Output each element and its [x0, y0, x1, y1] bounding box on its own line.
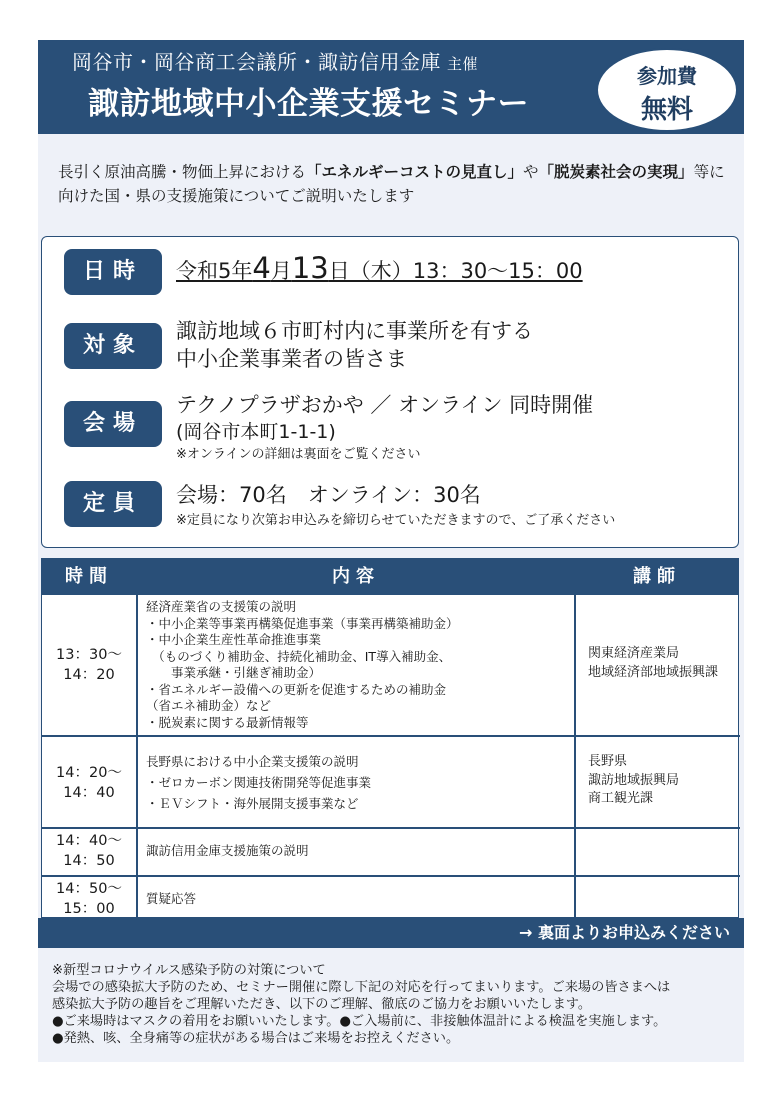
speaker-line: 長野県	[588, 754, 628, 769]
time-end: 14：50	[63, 853, 115, 869]
row-divider	[42, 875, 740, 877]
column-divider	[574, 559, 576, 919]
content-line: （ものづくり補助金、持続化補助金、IT導入補助金、	[146, 648, 452, 664]
header-content: 内容	[138, 559, 574, 595]
badge-value: 無料	[640, 95, 693, 125]
badge-label: 参加費	[637, 64, 697, 88]
covid-line: 会場での感染拡大予防のため、セミナー開催に際し下記の対応を行ってまいります。ご来場の皆さまへは	[52, 980, 671, 995]
organizers	[72, 46, 478, 75]
venue-label: 会場	[64, 401, 162, 447]
intro-bold2: 「脱炭素社会の実現」	[538, 163, 694, 181]
capacity-note: ※定員になり次第お申込みを締切らせていただきますので、ご了承ください	[176, 513, 616, 528]
organizers-names: 岡谷市・岡谷商工会議所・諏訪信用金庫	[72, 50, 441, 74]
covid-line: ●ご来場時はマスクの着用をお願いいたします。●ご入場前に、非接触体温計による検温を実施します。	[52, 1014, 667, 1029]
schedule-table	[41, 558, 739, 918]
arrow-right-icon: →	[518, 923, 533, 942]
venue-line1: テクノプラザおかや ／ オンライン 同時開催	[176, 393, 594, 417]
intro-part1: 長引く原油高騰・物価上昇における	[58, 163, 307, 181]
date-rest: 日（木）13：30〜15：00	[328, 259, 583, 283]
time-start: 14：50〜	[56, 881, 122, 897]
content-line: ・省エネルギー設備への更新を促進するための補助金	[146, 681, 447, 697]
speaker-line: 地域経済部地域振興課	[588, 664, 719, 680]
header-speaker: 講師	[576, 559, 738, 595]
row-divider	[42, 827, 740, 829]
seminar-title: 諏訪地域中小企業支援セミナー	[88, 86, 529, 122]
event-info-box	[41, 236, 739, 548]
content-line: ・ＥＶシフト・海外展開支援事業など	[146, 796, 359, 811]
table-row-content	[146, 843, 572, 860]
speaker-line: 商工観光課	[588, 791, 654, 806]
date-month: 4	[252, 251, 271, 285]
flyer-page	[38, 40, 744, 1062]
content-line: ・ゼロカーボン関連技術開発等促進事業	[146, 775, 372, 790]
capacity-value: 会場：70名 オンライン：30名	[176, 483, 481, 507]
table-row-time	[42, 879, 136, 919]
time-start: 14：40〜	[56, 833, 122, 849]
date-day: 13	[291, 251, 329, 285]
date-label: 日時	[64, 249, 162, 295]
covid-line: ●発熱、咳、全身痛等の症状がある場合はご来場をお控えください。	[52, 1031, 460, 1046]
intro-bold1: 「エネルギーコストの見直し」	[306, 163, 524, 181]
apply-on-back-banner	[38, 918, 744, 948]
table-row-time	[42, 763, 136, 803]
content-line: ・脱炭素に関する最新情報等	[146, 714, 309, 730]
header-banner	[38, 40, 744, 134]
covid-line: ※新型コロナウイルス感染予防の対策について	[52, 963, 326, 978]
time-start: 14：20〜	[56, 765, 122, 781]
speaker-line: 諏訪地域振興局	[588, 772, 680, 788]
column-divider	[136, 559, 138, 919]
venue-address: (岡谷市本町1-1-1)	[176, 421, 336, 443]
target-label: 対象	[64, 323, 162, 369]
cta-rest: よりお申込みください	[569, 923, 730, 942]
covid-line: 感染拡大予防の趣旨をご理解いただき、以下のご理解、徹底のご協力をお願いいたします。	[52, 997, 592, 1012]
header-time: 時間	[42, 559, 136, 595]
content-line: 質疑応答	[146, 891, 197, 906]
target-line2: 中小企業事業者の皆さま	[176, 347, 407, 371]
time-start: 13：30〜	[56, 647, 122, 663]
table-row-speaker	[588, 753, 738, 809]
table-row-speaker	[588, 645, 738, 682]
intro-part2: や	[523, 163, 539, 181]
row-divider	[42, 735, 740, 737]
content-line: ・中小企業等事業再構築促進事業（事業再構築補助金）	[146, 615, 459, 631]
content-line: 事業承継・引継ぎ補助金）	[146, 665, 322, 680]
table-row-time	[42, 831, 136, 871]
free-fee-badge	[596, 48, 738, 132]
content-line: ・中小企業生産性革命推進事業	[146, 632, 322, 647]
speaker-line: 関東経済産業局	[588, 646, 680, 661]
capacity-label: 定員	[64, 481, 162, 527]
date-value	[176, 251, 583, 285]
covid-notice	[52, 962, 738, 1047]
intro-text	[58, 160, 738, 208]
content-line: 経済産業省の支援策の説明	[146, 599, 297, 614]
date-month-unit: 月	[270, 259, 292, 283]
venue-note: ※オンラインの詳細は裏面をご覧ください	[176, 447, 421, 462]
table-row-time	[42, 645, 136, 685]
content-line: （省エネ補助金）など	[146, 698, 272, 713]
table-row-content	[146, 599, 572, 731]
time-end: 15：00	[63, 901, 115, 917]
time-end: 14：20	[63, 667, 115, 683]
time-end: 14：40	[63, 785, 115, 801]
content-line: 諏訪信用金庫支援施策の説明	[146, 843, 309, 858]
target-line1: 諏訪地域６市町村内に事業所を有する	[176, 319, 533, 343]
content-line: 長野県における中小企業支援策の説明	[146, 754, 359, 769]
cta-bold: 裏面	[537, 923, 570, 942]
table-row-content	[146, 891, 572, 908]
intro-part3: 等に向けた国・県の支援施策についてご説明いたします	[58, 163, 725, 205]
table-row-content	[146, 751, 572, 814]
date-era: 令和5年	[176, 259, 253, 283]
organizers-suffix: 主催	[447, 55, 479, 73]
